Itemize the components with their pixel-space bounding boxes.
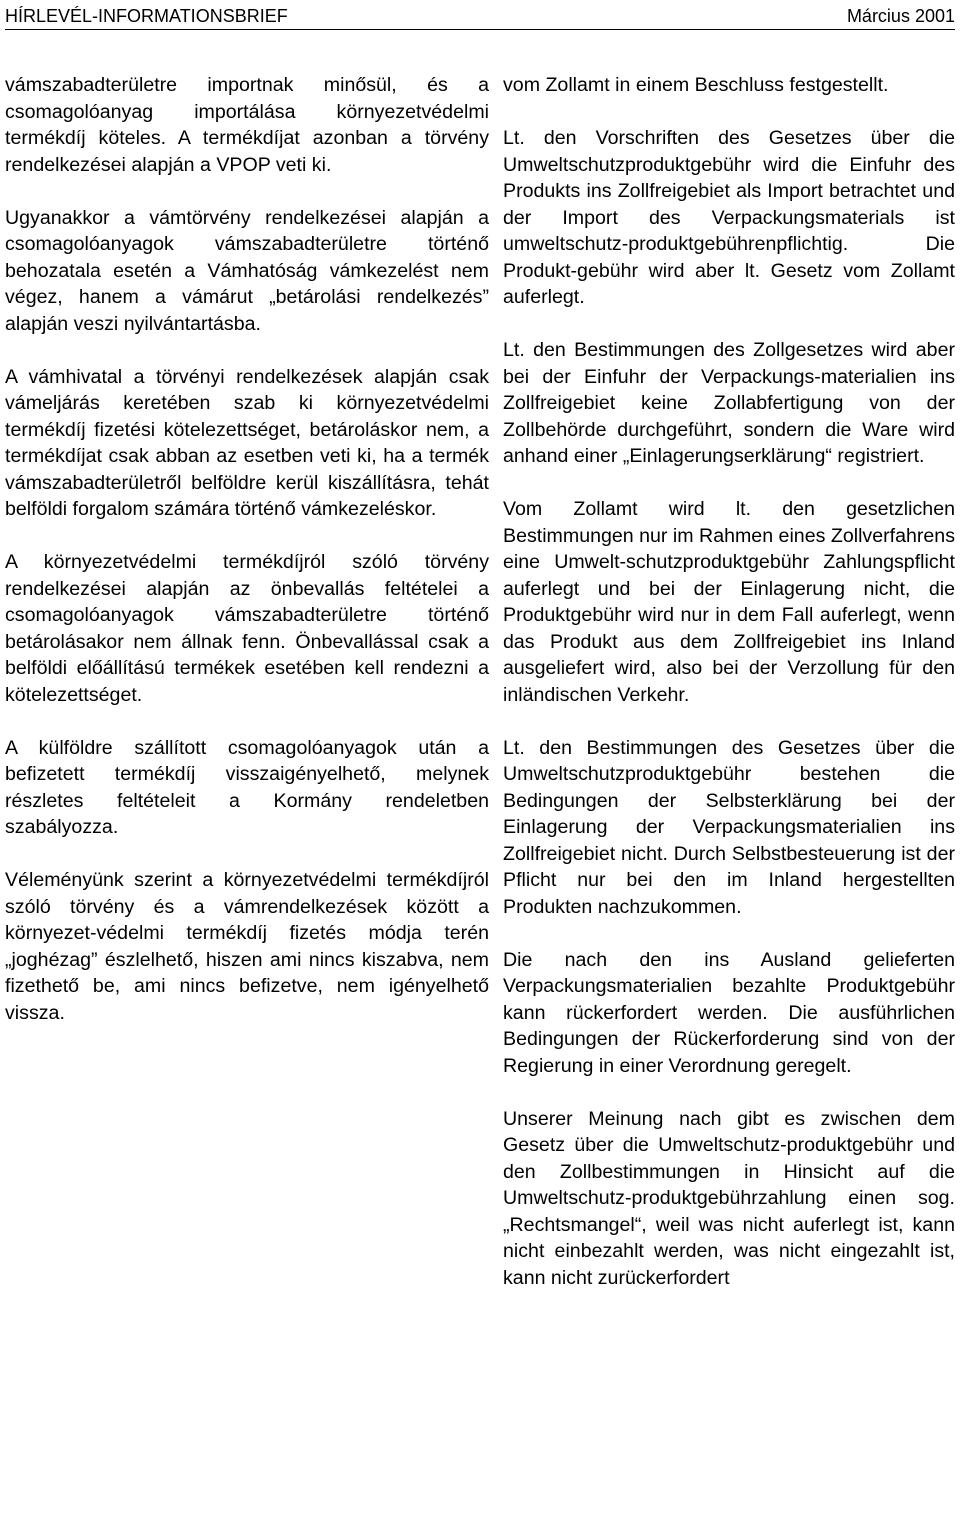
hu-paragraph-6: Véleményünk szerint a környezetvédelmi termékdíjról szóló törvény és a vámrendelkezések között a környezet-védelmi termékdíj fizetés módja terén „joghézag” észlelhető, hiszen ami nincs kiszabva, nem fizethető be, ami nincs befizetve, nem igényelhető vissza. [5,869,489,1024]
issue-date: Március 2001 [846,6,955,26]
hu-paragraph-2: Ugyanakkor a vámtörvény rendelkezései alapján a csomagolóanyagok vámszabadterületre történő behozatala esetén a Vámhatóság vámkezelést nem végez, hanem a vámárut „betárolási rendelkezés” alapján veszi nyilvántartásba. [5,206,489,335]
de-paragraph-2: Lt. den Vorschriften des Gesetzes über die Umweltschutzproduktgebühr wird die Einfuhr des Produkts ins Zollfreigebiet als Import betrachtet und der Import des Verpackungsmaterials ist umweltschutz-produktgebührenpflichtig. Die Produkt-gebühr wird aber lt. Gesetz vom Zollamt auferlegt. [503,127,955,308]
hu-paragraph-3: A vámhivatal a törvényi rendelkezések alapján csak vámeljárás keretében szab ki környezetvédelmi termékdíj fizetési kötelezettséget, betároláskor nem, a termékdíjat csak abban az esetben veti ki, ha a termék vámszabadterületről belföldre kerül kiszállításra, tehát belföldi forgalom számára történő vámkezeléskor. [5,365,489,520]
de-paragraph-6: Die nach den ins Ausland gelieferten Verpackungsmaterialien bezahlte Produktgebühr kann rückerfordert werden. Die ausführlichen Bedingungen der Rückerforderung sind von der Regierung in einer Verordnung geregelt. [503,948,955,1077]
de-paragraph-7: Unserer Meinung nach gibt es zwischen dem Gesetz über die Umweltschutz-produktgebühr und den Zollbestimmungen in Hinsicht auf die Umweltschutz-produktgebührzahlung einen sog. „Rechtsmangel“, weil was nicht auferlegt ist, kann nicht einbezahlt werden, was nicht eingezahlt ist, kann nicht zurückerfordert [503,1107,955,1289]
newsletter-title: HÍRLEVÉL-INFORMATIONSBRIEF [5,6,288,26]
hu-paragraph-5: A külföldre szállított csomagolóanyagok után a befizetett termékdíj visszaigényelhető, melynek részletes feltételeit a Kormány rendeletben szabályozza. [5,736,489,838]
de-paragraph-3: Lt. den Bestimmungen des Zollgesetzes wird aber bei der Einfuhr der Verpackungs-materialien ins Zollfreigebiet keine Zollabfertigung von der Zollbehörde durchgeführt, sondern die Ware wird anhand einer „Einlagerungserklärung“ registriert. [503,339,955,467]
hu-paragraph-4: A környezetvédelmi termékdíjról szóló törvény rendelkezései alapján az önbevallás feltételei a csomagolóanyagok vámszabadterületre történő betárolásakor nem állnak fenn. Önbevallással csak a belföldi előállítású termékek esetében kell rendezni a kötelezettséget. [5,551,489,706]
de-paragraph-1: vom Zollamt in einem Beschluss festgestellt. [503,74,889,96]
hu-paragraph-1: vámszabadterületre importnak minősül, és a csomagolóanyag importálása környezetvédelmi termékdíj köteles. A termékdíjat azonban a törvény rendelkezései alapján a VPOP veti ki. [5,74,489,176]
page-header [5,2,955,30]
de-paragraph-5: Lt. den Bestimmungen des Gesetzes über die Umweltschutzproduktgebühr bestehen die Bedingungen der Selbsterklärung bei der Einlagerung der Verpackungsmaterialien ins Zollfreigebiet nicht. Durch Selbstbesteuerung ist der Pflicht nur bei den im Inland hergestellten Produkten nachzukommen. [503,736,955,918]
de-paragraph-4: Vom Zollamt wird lt. den gesetzlichen Bestimmungen nur im Rahmen eines Zollverfahrens eine Umwelt-schutzproduktgebühr Zahlungspflicht auferlegt und bei der Einlagerung nicht, die Produktgebühr wird nur in dem Fall auferlegt, wenn das Produkt aus dem Zollfreigebiet ins Inland ausgeliefert wird, also bei der Verzollung für den inländischen Verkehr. [503,498,955,706]
german-column [503,72,955,1318]
hungarian-column [5,72,489,1053]
